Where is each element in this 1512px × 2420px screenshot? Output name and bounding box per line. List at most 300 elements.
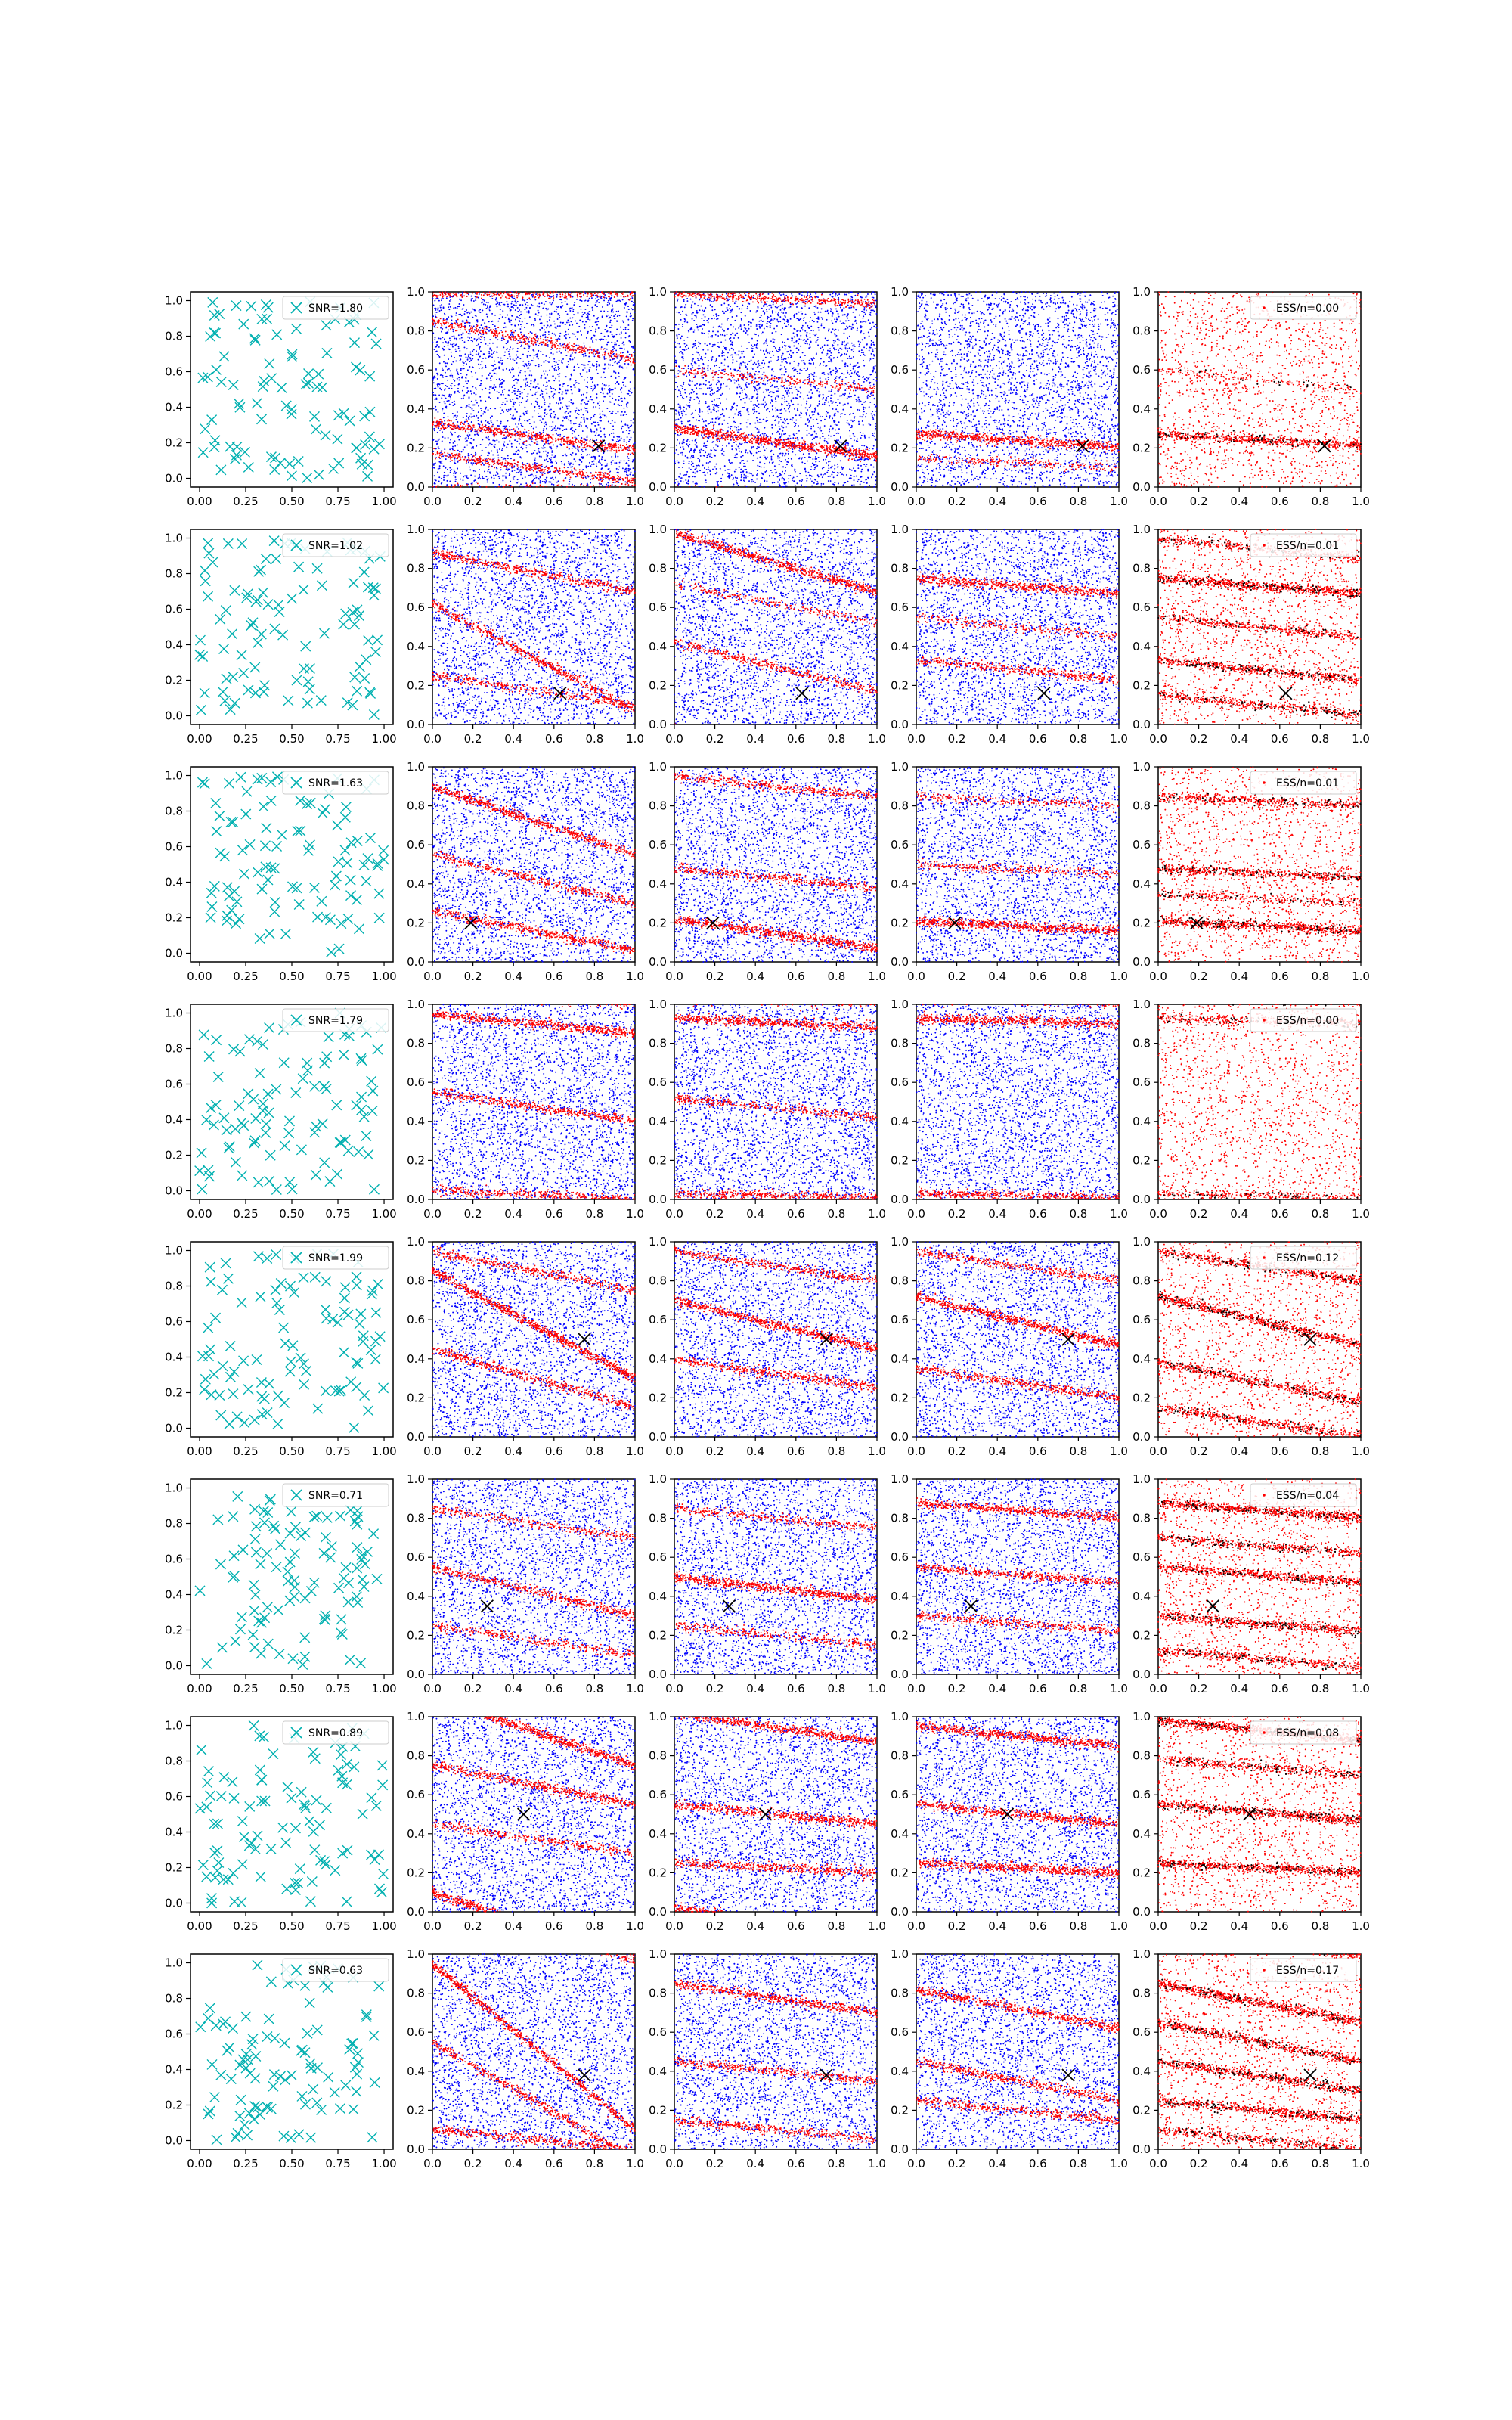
row1-col2-point (494, 384, 495, 386)
row1-col2-point (437, 432, 438, 433)
row1-col3-xtick-label: 0.2 (706, 495, 724, 508)
row1-col1-point (365, 407, 375, 417)
row1-col2-point (612, 349, 614, 351)
row1-col2-point (634, 374, 635, 376)
row1-col2-point (488, 330, 490, 332)
row1-col2-point (554, 323, 556, 324)
row1-col2-xtick-label: 1.0 (626, 495, 644, 508)
row1-col2-point (443, 417, 445, 418)
row1-col2-point (524, 309, 525, 310)
row1-col2-point (526, 323, 528, 324)
row1-col2-point (464, 446, 466, 448)
row1-col2-point (438, 468, 439, 470)
row1-col2-point (598, 461, 600, 463)
row1-col2-point (590, 367, 591, 368)
row1-col2-point (494, 364, 496, 365)
row1-col2-point (496, 471, 497, 473)
row1-col2-point (495, 328, 497, 330)
row1-col2-point (584, 407, 585, 408)
row1-col2-point (538, 315, 539, 316)
row1-col2-point (617, 315, 618, 317)
row1-col2-point (525, 482, 527, 484)
row1-col2-xtick-label: 0.6 (545, 495, 563, 508)
row1-col2-point (492, 324, 494, 325)
row1-col2-point (562, 455, 564, 456)
row1-col2-point (454, 307, 456, 309)
row1-col2-point (598, 424, 600, 426)
row1-col2-point (556, 296, 558, 298)
row1-col2-point (439, 356, 441, 358)
row1-col2-point (471, 371, 472, 373)
row1-col2-point (503, 402, 504, 403)
row1-col2-point (594, 388, 596, 389)
row1-col2-point (497, 455, 498, 456)
row1-col2-point (538, 365, 540, 367)
row1-col2-point (545, 377, 547, 379)
row1-col2-point (569, 309, 571, 310)
row1-col2-point (458, 439, 460, 441)
row1-col2-point (531, 332, 533, 334)
row1-col2-point (445, 398, 447, 399)
row1-col2-point (488, 436, 489, 438)
row1-col2-point (512, 301, 513, 302)
row1-col2-point (575, 436, 576, 438)
row1-col2-point (527, 399, 528, 401)
row1-col2-point (572, 296, 574, 298)
row1-col2-point (491, 444, 493, 445)
row1-col2-point (543, 334, 544, 335)
row1-col2-point (449, 404, 451, 405)
row1-col2-point (469, 322, 471, 324)
row1-col2-point (627, 456, 628, 458)
row1-col2-point (460, 334, 462, 336)
row1-col2-point (581, 461, 582, 463)
row1-col2-point (539, 330, 541, 331)
row1-col2-point (535, 313, 537, 315)
row1-col1-point (357, 459, 367, 469)
row1-col2-point (497, 451, 498, 453)
row1-col2-point (597, 321, 599, 322)
row1-col1-point (321, 430, 330, 440)
row1-col2-point (634, 303, 635, 305)
row1-col2-point (447, 480, 448, 482)
row1-col2-point (504, 458, 506, 460)
row1-col2-point (609, 392, 610, 393)
row1-col2-point (633, 467, 634, 469)
row1-col2-point (593, 407, 594, 408)
row1-col2-point (549, 357, 550, 358)
row1-col2-point (633, 412, 634, 414)
row1-col2-point (510, 399, 511, 401)
row1-col2-point (590, 377, 592, 378)
row1-col2-point (435, 312, 437, 313)
row1-col2-point (543, 432, 544, 433)
row1-col2-point (475, 393, 476, 395)
row1-col2-point (475, 299, 476, 301)
row1-col2-point (634, 348, 635, 349)
row1-col2-point (525, 303, 526, 305)
row1-col2-point (609, 359, 611, 361)
row1-col2-point (442, 375, 443, 377)
row1-col2-point (469, 469, 471, 470)
row1-col1-point (239, 319, 249, 329)
row1-col2-point (526, 302, 528, 303)
row1-col2-point (442, 298, 443, 299)
row1-col2-point (519, 439, 521, 440)
row1-col2-point (488, 302, 489, 303)
row1-col2-point (438, 446, 439, 448)
row1-col2-point (632, 474, 634, 476)
row1-col2-point (622, 431, 624, 433)
row1-col2-point (599, 408, 600, 409)
row1-col2-point (512, 435, 513, 436)
row1-col2-point (433, 428, 435, 430)
row1-col2-point (480, 350, 482, 352)
row1-col2-point (438, 448, 440, 449)
row1-col2-point (468, 427, 469, 428)
row1-col2-point (618, 469, 619, 470)
row1-col2-point (545, 360, 547, 361)
row1-col2-point (601, 464, 603, 466)
row1-col2-point (437, 472, 438, 473)
row1-col2-point (532, 324, 534, 325)
row1-col2-point (602, 306, 603, 308)
row1-col2-point (607, 482, 609, 484)
row1-col2-point (569, 481, 570, 482)
row1-col2-point (463, 395, 465, 396)
row1-col2-point (555, 425, 556, 427)
row1-col2-point (528, 393, 529, 395)
row1-col2-point (624, 481, 626, 482)
row1-col2-point (494, 325, 496, 327)
row1-col2-point (448, 358, 449, 360)
row1-col2-point (634, 305, 635, 306)
row1-col2-point (478, 420, 479, 421)
row1-col2-point (585, 386, 587, 387)
row1-col2-point (576, 299, 578, 300)
row1-col1-point (365, 371, 375, 381)
row1-col2-point (543, 428, 544, 430)
row1-col2-point (633, 418, 634, 420)
row1-col2-point (449, 448, 451, 450)
row1-col1-point (208, 297, 218, 307)
row1-col1-point (200, 424, 210, 434)
row1-col2-point (494, 373, 496, 374)
row1-col2-point (595, 421, 596, 423)
row1-col2-point (501, 337, 503, 339)
row1-col1-point (277, 383, 287, 392)
row1-col2-point (614, 403, 615, 405)
row1-col2-point (592, 309, 593, 311)
row1-col2-point (507, 342, 509, 343)
row1-col2-point (516, 351, 518, 352)
row1-col2-point (572, 352, 573, 354)
row1-col2-point (454, 337, 456, 339)
row1-col2-point (552, 333, 553, 334)
row1-col2-point (476, 345, 478, 346)
row1-col2-point (459, 427, 460, 428)
row1-col1-point (257, 314, 267, 324)
row1-col2-point (526, 312, 528, 313)
row1-col2-point (553, 368, 555, 370)
row1-col2-xtick-label: 0.0 (423, 495, 442, 508)
row1-col2-point (608, 300, 609, 302)
row1-col2-point (562, 386, 564, 387)
row1-col2-point (519, 471, 520, 473)
row1-col2-point (441, 374, 442, 375)
row1-col2-point (476, 402, 478, 404)
row1-col2-point (543, 445, 544, 447)
row1-col2-point (592, 381, 593, 383)
row1-col2-point (601, 456, 603, 458)
row1-col2-point (503, 458, 504, 460)
row1-col1-point (291, 324, 301, 334)
row1-col1-point (334, 458, 344, 468)
row1-col2-point (457, 307, 458, 309)
row1-col2-point (500, 407, 501, 408)
row1-col2-point (451, 383, 453, 384)
row1-col2-point (532, 416, 534, 417)
row1-col2-point (470, 312, 472, 313)
row1-col2-point (454, 471, 455, 473)
row1-col2-point (499, 384, 500, 386)
row1-col2-point (572, 484, 573, 486)
row1-col2-point (478, 411, 479, 413)
row1-col2-point (471, 300, 472, 302)
row1-col2-point (487, 482, 488, 483)
row1-col3-ytick-label: 0.6 (649, 363, 667, 377)
row1-col2-point (471, 454, 472, 455)
row1-col1-point (219, 352, 229, 361)
row1-col2-point (632, 422, 634, 424)
row1-col2-point (435, 394, 436, 396)
row1-col2-point (608, 485, 609, 486)
row1-col2-point (493, 426, 494, 427)
row1-col2-point (471, 421, 472, 423)
row1-col2-point (472, 340, 473, 342)
row1-col2-point (584, 352, 586, 354)
row1-col2-point (572, 333, 574, 334)
row1-col1-ytick-label: 0.4 (165, 400, 183, 414)
row1-col2-point (460, 314, 461, 315)
row1-col2-point (603, 310, 605, 312)
row1-col2-point (569, 411, 571, 413)
row1-col2-point (464, 353, 466, 355)
row1-col2-point (520, 386, 522, 388)
row1-col2-point (599, 459, 600, 461)
row1-col2-point (469, 325, 471, 327)
row1-col2-point (507, 400, 508, 402)
row1-col2-point (531, 474, 533, 476)
row1-col2-point (466, 348, 468, 349)
row1-col2-point (534, 380, 536, 381)
row1-col2-point (615, 387, 616, 389)
row1-col2-point (437, 378, 438, 380)
row1-col1-point (206, 331, 215, 341)
row1-col2-point (438, 439, 440, 440)
row1-col2-point (587, 386, 588, 388)
row1-col2-point (452, 448, 454, 450)
row1-col2-point (569, 463, 570, 464)
row1-col2-point (466, 320, 467, 321)
row1-col1-point (322, 348, 332, 358)
row1-col2-point (433, 304, 435, 306)
row1-col2-point (473, 439, 475, 441)
row1-col2-point (454, 460, 456, 461)
row1-col2-point (462, 293, 463, 295)
row1-col2-point (531, 304, 532, 306)
row1-col2-point (597, 451, 599, 452)
row1-col2-point (615, 377, 617, 379)
row1-col2-point (479, 310, 480, 312)
row1-col2-point (551, 391, 553, 392)
row1-col2-point (539, 318, 541, 320)
row1-col2-point (482, 367, 484, 368)
row1-col2-point (546, 428, 547, 430)
row1-col2-point (485, 408, 486, 410)
row1-col2-point (593, 355, 595, 357)
row1-col2-point (590, 479, 591, 480)
row1-col1-point (302, 473, 312, 483)
row1-col1-point (314, 470, 324, 479)
row1-col2-point (562, 430, 563, 431)
row1-col2-point (568, 329, 569, 330)
row1-col2-point (480, 444, 482, 445)
row1-col2-point (529, 355, 531, 356)
row1-col2-point (491, 477, 492, 479)
row1-col2-point (455, 361, 457, 362)
row1-col3-xtick-label: 0.0 (665, 495, 683, 508)
row1-col2-point (497, 473, 499, 475)
row1-col1-point (360, 411, 370, 421)
row1-col2-point (452, 361, 454, 363)
row1-col2-point (472, 416, 473, 417)
row1-col2-point (503, 443, 504, 445)
row1-col2-point (629, 468, 631, 470)
row1-col2-point (442, 328, 443, 330)
row1-col2-point (459, 451, 460, 452)
row1-col2-point (571, 470, 572, 471)
row1-col2-point (518, 317, 519, 318)
row1-col2-point (600, 339, 602, 340)
row1-col2-point (573, 304, 575, 306)
row1-col2-point (493, 352, 494, 354)
row1-col1-point (257, 414, 267, 424)
row1-col2-point (532, 395, 534, 396)
row1-col2-point (596, 397, 598, 399)
row1-col2-point (555, 461, 556, 462)
row1-col1-point (262, 314, 271, 324)
row1-col2-point (617, 355, 618, 357)
row1-col2-point (499, 484, 500, 486)
row1-col2-point (511, 368, 513, 370)
row1-col2-point (587, 401, 589, 402)
row1-col2-point (593, 402, 595, 403)
row1-col2-point (524, 365, 525, 367)
row1-col2-point (593, 353, 594, 355)
row1-col1-point (240, 447, 249, 457)
row1-col2-point (503, 369, 504, 371)
row1-col2-point (453, 330, 454, 332)
row1-col2-point (435, 308, 436, 309)
row1-col2-point (587, 300, 589, 302)
row1-col2-point (575, 320, 576, 321)
row1-col2-point (603, 356, 605, 358)
row1-col2-point (503, 442, 505, 443)
row1-col2-point (604, 336, 606, 337)
row1-col2-point (441, 383, 442, 384)
row1-col2-point (488, 452, 490, 454)
row1-col2-point (584, 293, 586, 294)
row1-col2-point (536, 453, 538, 455)
row1-col2-point (491, 422, 492, 424)
row1-col2-point (629, 430, 631, 432)
row1-col2-point (510, 414, 511, 415)
row1-col2-point (600, 430, 602, 432)
row1-col1-ytick-label: 0.8 (165, 330, 183, 343)
row1-col1-point (285, 459, 295, 469)
row1-col2-point (607, 311, 609, 312)
row1-col2-point (497, 357, 499, 358)
row1-col1-xtick-label: 0.25 (233, 495, 258, 508)
row1-col2-point (522, 299, 524, 301)
row1-col2-point (603, 400, 604, 402)
row1-col2-point (623, 408, 624, 409)
row1-col2-point (479, 346, 481, 348)
row1-col2-point (452, 346, 454, 348)
row1-col2-point (526, 365, 528, 367)
row1-col2-point (472, 447, 474, 448)
row1-col2-point (554, 393, 556, 395)
row1-col2-point (464, 475, 466, 476)
row1-col2-point (528, 363, 530, 365)
row1-col2-point (617, 456, 618, 458)
row1-col1-point (231, 301, 241, 311)
row1-col2-point (532, 296, 534, 298)
row1-col2-point (485, 366, 487, 368)
row1-col2-point (626, 367, 627, 368)
row1-col2-point (618, 404, 619, 405)
row1-col2-point (621, 437, 622, 439)
row1-col2-point (600, 333, 602, 334)
row1-col1-xtick-label: 0.00 (187, 495, 212, 508)
row1-col2-point (586, 397, 587, 399)
row1-col2-point (468, 453, 469, 455)
row1-col2-point (618, 361, 620, 363)
row1-col2-point (533, 386, 534, 388)
row1-col2-point (459, 299, 460, 300)
row1-col2-point (448, 368, 450, 370)
row1-col2-point (480, 380, 482, 381)
row1-col2-point (441, 389, 442, 390)
row1-col2-point (445, 437, 446, 439)
row1-col2-point (597, 402, 599, 404)
row1-col2-ytick-label: 0.4 (407, 402, 425, 416)
row1-col2-point (507, 444, 509, 445)
row1-col2-point (467, 434, 469, 436)
row1-col2-point (442, 431, 443, 433)
row1-col2-point (519, 402, 520, 403)
row1-col2-point (541, 473, 543, 474)
row1-col2-point (488, 374, 490, 376)
row1-col3-xtick-label: 0.8 (827, 495, 845, 508)
row1-col2-xtick-label: 0.8 (585, 495, 603, 508)
row1-col1-point (216, 465, 226, 475)
row1-col2-point (591, 297, 593, 299)
row1-col2-point (512, 329, 513, 330)
row1-col2-point (535, 293, 537, 295)
row1-col2-point (451, 336, 453, 337)
